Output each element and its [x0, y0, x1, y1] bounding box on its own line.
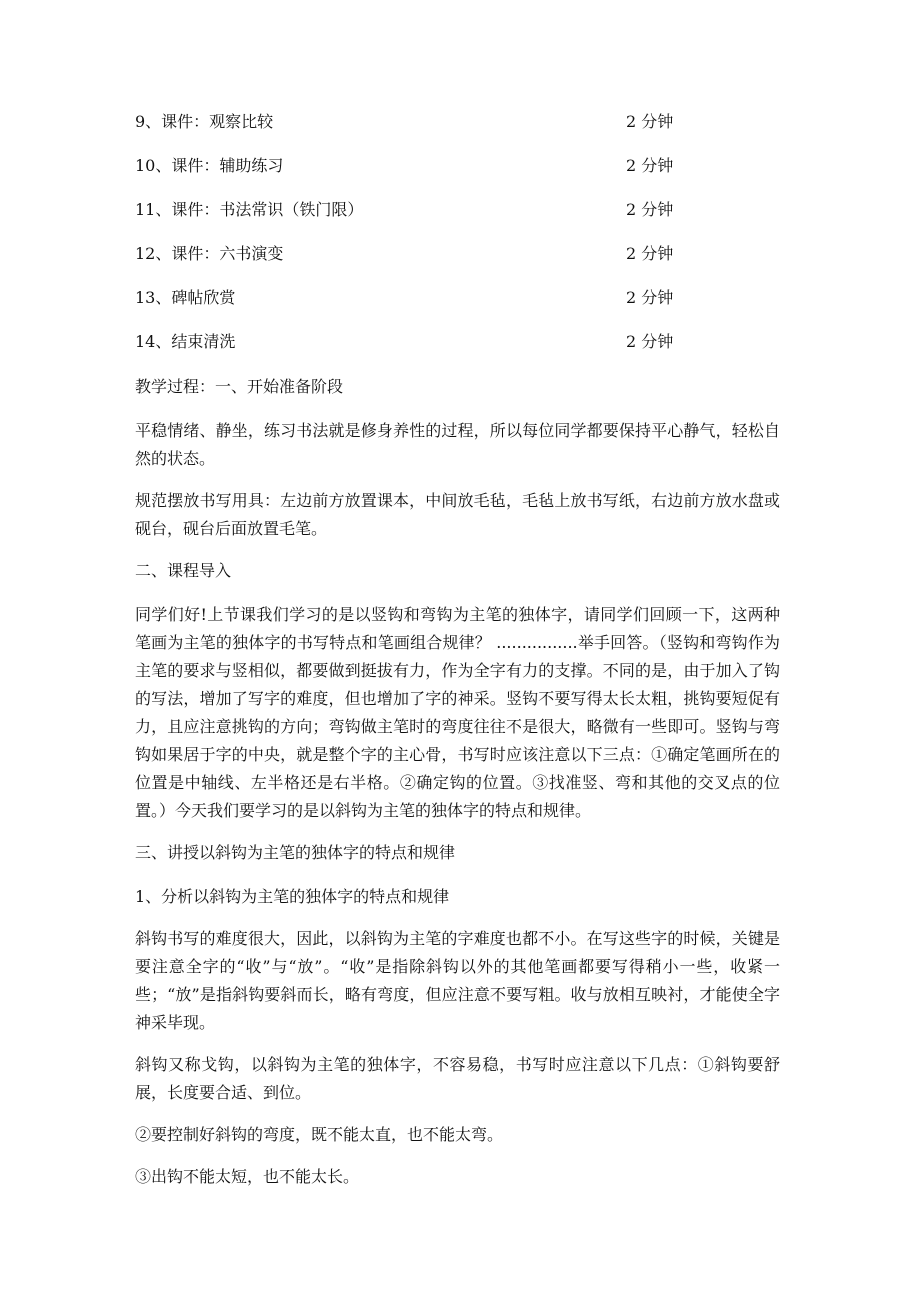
schedule-item: 9、课件：观察比较 — [135, 112, 274, 131]
subheading-analysis: 1、分析以斜钩为主笔的独体字的特点和规律 — [135, 887, 450, 906]
paragraph-point-2: ②要控制好斜钩的弯度，既不能太直，也不能太弯。 — [135, 1125, 504, 1144]
schedule-list — [135, 108, 795, 372]
schedule-item: 11、课件：书法常识（铁门限） — [135, 200, 364, 219]
paragraph-point-3: ③出钩不能太短，也不能太长。 — [135, 1167, 360, 1186]
schedule-item: 10、课件：辅助练习 — [135, 156, 284, 175]
schedule-row — [135, 328, 795, 372]
section-heading-teaching: 三、讲授以斜钩为主笔的独体字的特点和规律 — [135, 843, 456, 862]
paragraph-tools: 规范摆放书写用具：左边前方放置课本，中间放毛毡，毛毡上放书写纸，右边前方放水盘或砚台，砚台后面放置毛笔。 — [135, 491, 780, 538]
schedule-row — [135, 196, 795, 240]
schedule-time: 2 分钟 — [626, 200, 674, 219]
schedule-item: 12、课件：六书演变 — [135, 244, 284, 263]
paragraph-points: 斜钩又称戈钩，以斜钩为主笔的独体字，不容易稳，书写时应注意以下几点：①斜钩要舒展，长度要合适、到位。 — [135, 1055, 780, 1102]
section-heading-process: 教学过程：一、开始准备阶段 — [135, 377, 344, 396]
schedule-row — [135, 240, 795, 284]
schedule-time: 2 分钟 — [626, 332, 674, 351]
schedule-time: 2 分钟 — [626, 244, 674, 263]
schedule-time: 2 分钟 — [626, 156, 674, 175]
schedule-item: 14、结束清洗 — [135, 332, 236, 351]
schedule-row — [135, 284, 795, 328]
schedule-time: 2 分钟 — [626, 288, 674, 307]
paragraph-review: 同学们好!上节课我们学习的是以竖钩和弯钩为主笔的独体字，请同学们回顾一下，这两种笔画为主笔的独体字的书写特点和笔画组合规律？ ................举手回答。（竖钩和弯钩作为主笔的要求与竖相似，都要做到挺拔有力，作为全字有力的支撑。不同的是，由于加入了钩的写法，增加了写字的难度，但也增加了字的神采。竖钩不要写得太长太粗，挑钩要短促有力，且应注意挑钩的方向；弯钩做主笔时的弯度往往不是很大，略微有一些即可。竖钩与弯钩如果居于字的中央，就是整个字的主心骨，书写时应该注意以下三点：①确定笔画所在的位置是中轴线、左半格还是右半格。②确定钩的位置。③找准竖、弯和其他的交叉点的位置。）今天我们要学习的是以斜钩为主笔的独体字的特点和规律。 — [135, 605, 780, 820]
schedule-row — [135, 152, 795, 196]
paragraph-calm: 平稳情绪、静坐，练习书法就是修身养性的过程，所以每位同学都要保持平心静气，轻松自然的状态。 — [135, 421, 780, 468]
schedule-time: 2 分钟 — [626, 112, 674, 131]
schedule-row — [135, 108, 795, 152]
lesson-body — [135, 373, 780, 1205]
schedule-item: 13、碑帖欣赏 — [135, 288, 236, 307]
paragraph-difficulty: 斜钩书写的难度很大，因此，以斜钩为主笔的字难度也都不小。在写这些字的时候，关键是要注意全字的“收”与“放”。“收”是指除斜钩以外的其他笔画都要写得稍小一些，收紧一些；“放”是指斜钩要斜而长，略有弯度，但应注意不要写粗。收与放相互映衬，才能使全字神采毕现。 — [135, 929, 780, 1032]
section-heading-intro: 二、课程导入 — [135, 561, 232, 580]
